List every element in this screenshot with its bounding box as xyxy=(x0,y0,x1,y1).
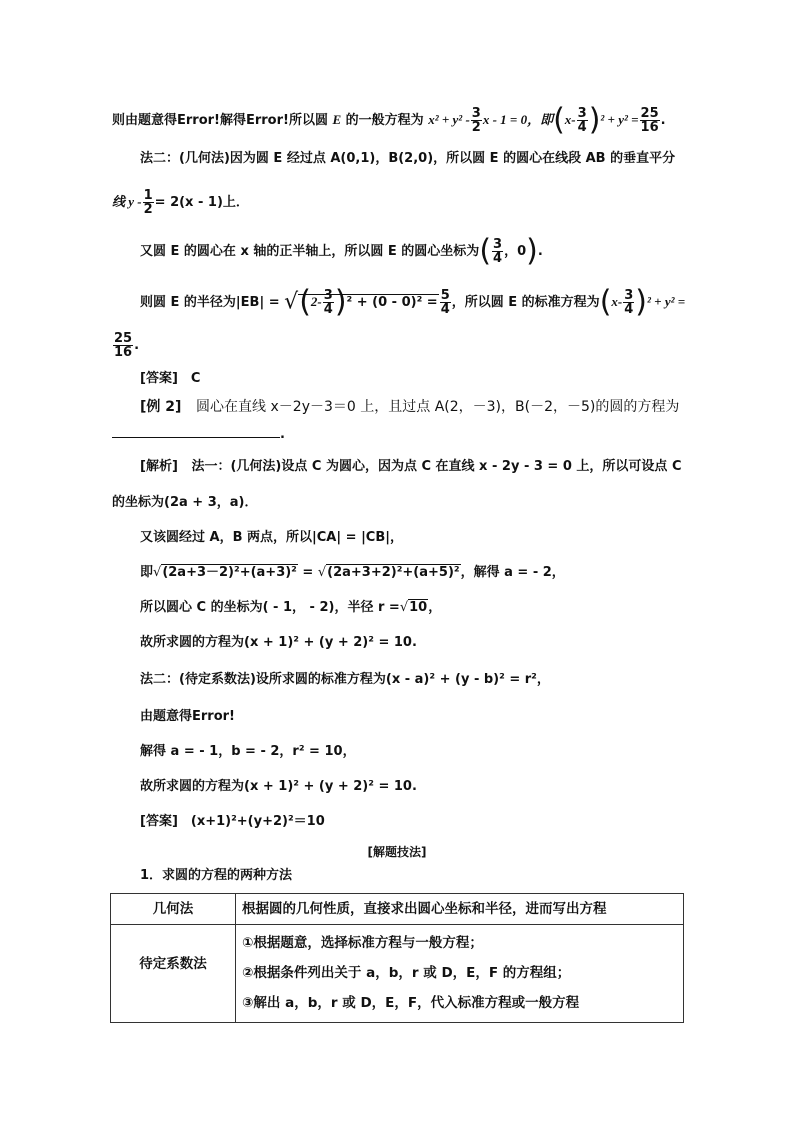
paren-left: ( xyxy=(553,102,565,138)
table-row xyxy=(111,925,684,1023)
method-two-line: 法二：(几何法)因为圆 E 经过点 A(0,1)，B(2,0)，所以圆 E 的圆心在线段 AB 的垂直平分 xyxy=(140,151,676,166)
answer-blank-line: . xyxy=(112,425,285,444)
method-table xyxy=(110,893,684,1023)
solution-line-general-equation: 则由题意得Error!解得Error!所以圆 E 的一般方程为 x² + y² - $\frac{3}{2}$ x - 1 = 0，即(x- $\frac{3}{4}$ )² + y² = $\frac{25}{16}$ . xyxy=(112,102,666,138)
example-label: [例 2] xyxy=(140,399,182,415)
solution-line-7: 法二：(待定系数法)设所求圆的标准方程为(x - a)² + (y - b)² = r²， xyxy=(140,672,550,687)
fraction-3-4: $\frac{3}{4}$ xyxy=(493,237,503,266)
technique-item-1: 1．求圆的方程的两种方法 xyxy=(140,868,293,883)
method-name: 几何法 xyxy=(111,894,236,925)
step-3: ③解出 a，b，r 或 D，E，F，代入标准方程或一般方程 xyxy=(242,995,580,1011)
fraction-25-16: $\frac{25}{16}$ xyxy=(640,106,659,135)
fraction-5-4: $\frac{5}{4}$ xyxy=(440,288,450,317)
method-description: 根据圆的几何性质，直接求出圆心坐标和半径，进而写出方程 xyxy=(236,894,684,925)
text: 则由题意得Error!解得Error!所以圆 xyxy=(112,113,333,128)
solution-line-8: 由题意得Error! xyxy=(140,709,235,724)
answer-blank xyxy=(112,425,280,438)
method-description xyxy=(236,925,684,1023)
solution-line-9: 解得 a = - 1，b = - 2，r² = 10， xyxy=(140,744,356,759)
general-equation-part: x - 1 = 0，即 xyxy=(482,112,554,127)
text: 的一般方程为 xyxy=(341,113,429,128)
paren-right: ) xyxy=(588,102,601,138)
radicand-1: (2a+3－2)²+(a+3)² xyxy=(162,565,297,580)
solution-line-1: [解析] 法一：(几何法)设点 C 为圆心，因为点 C 在直线 x - 2y - 3 = 0 上，所以可设点 C xyxy=(140,459,682,474)
fraction-25-16: $\frac{25}{16}$ xyxy=(114,331,133,360)
step-2: ②根据条件列出关于 a，b，r 或 D，E，F 的方程组； xyxy=(242,965,571,981)
radicand: (2- $\frac{3}{4}$ )² + (0 - 0)² = xyxy=(299,284,438,320)
answer-1: [答案] C xyxy=(140,371,201,386)
solution-line-2: 的坐标为(2a + 3，a)． xyxy=(112,495,258,510)
perpendicular-bisector-line: 线 y - $\frac{1}{2}$ = 2(x - 1)上． xyxy=(112,188,249,217)
answer-2: [答案] (x+1)²+(y+2)²＝10 xyxy=(140,814,325,829)
fraction-3-2: $\frac{3}{2}$ xyxy=(471,106,481,135)
solution-line-4: 即√(2a+3－2)²+(a+3)² = √(2a+3+2)²+(a+5)²，解得 a = - 2， xyxy=(140,565,565,580)
solution-line-3: 又该圆经过 A，B 两点，所以|CA| = |CB|， xyxy=(140,530,404,545)
radius-line: 则圆 E 的半径为|EB| = √(2- $\frac{3}{4}$ )² + (0 - 0)² = $\frac{5}{4}$ ，所以圆 E 的标准方程为(x- $\frac{3}{4}$ )² + y² = xyxy=(140,284,686,320)
radius-squared-line: $\frac{25}{16}$ . xyxy=(114,331,140,360)
radicand: 10 xyxy=(409,600,428,615)
solution-line-6: 故所求圆的方程为(x + 1)² + (y + 2)² = 10. xyxy=(140,635,417,650)
fraction-3-4: $\frac{3}{4}$ xyxy=(577,106,587,135)
solution-line-5: 所以圆心 C 的坐标为( - 1， - 2)，半径 r =√10， xyxy=(140,600,442,615)
step-1: ①根据题意，选择标准方程与一般方程； xyxy=(242,935,483,951)
solution-label: [解析] xyxy=(140,459,178,474)
technique-heading: [解题技法] xyxy=(367,845,427,859)
solution-line-10: 故所求圆的方程为(x + 1)² + (y + 2)² = 10. xyxy=(140,779,417,794)
general-equation-part: x² + y² - xyxy=(428,112,470,127)
std-equation-part: x- xyxy=(564,112,576,127)
method-name: 待定系数法 xyxy=(111,925,236,1023)
var: E xyxy=(332,112,342,127)
std-equation-part: ² + y² = xyxy=(600,112,639,127)
example-2-line xyxy=(140,398,679,416)
center-coordinate-line: 又圆 E 的圆心在 x 轴的正半轴上，所以圆 E 的圆心坐标为( $\frac{3}{4}$ ，0). xyxy=(140,233,543,269)
radicand-2: (2a+3+2)²+(a+5)² xyxy=(327,565,460,580)
table-row xyxy=(111,894,684,925)
example-text: 圆心在直线 x－2y－3＝0 上，且过点 A(2，－3)，B(－2，－5)的圆的方程为 xyxy=(196,399,680,415)
fraction-1-2: $\frac{1}{2}$ xyxy=(143,188,153,217)
sqrt-sign: √ xyxy=(284,289,299,315)
